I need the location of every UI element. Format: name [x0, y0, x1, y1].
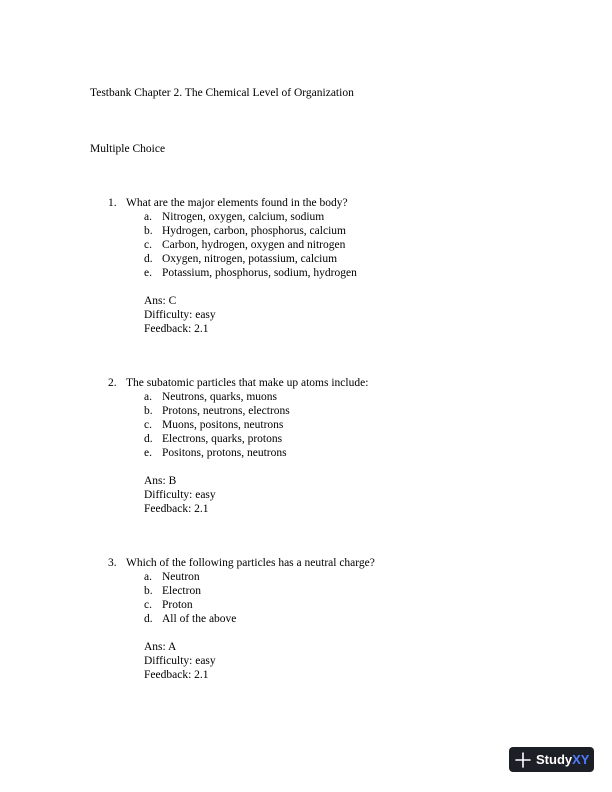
option-letter: e. — [144, 267, 152, 279]
answer-block — [144, 474, 216, 516]
plus-sparkle-icon — [514, 751, 532, 769]
question-text: Which of the following particles has a neutral charge? — [126, 557, 375, 569]
option-item — [144, 570, 236, 584]
option-list — [144, 390, 290, 460]
option-item — [144, 432, 290, 446]
option-item — [144, 224, 357, 238]
feedback-label: Feedback: 2.1 — [144, 323, 209, 335]
option-item — [144, 238, 357, 252]
difficulty-label: Difficulty: easy — [144, 655, 216, 667]
question-number: 2. — [108, 377, 117, 389]
option-item — [144, 266, 357, 280]
option-list — [144, 210, 357, 280]
option-text: Electrons, quarks, protons — [162, 433, 283, 445]
question-text: The subatomic particles that make up atoms include: — [126, 377, 369, 389]
question-stem — [108, 376, 368, 390]
section-heading: Multiple Choice — [90, 143, 166, 155]
option-letter: d. — [144, 613, 153, 625]
difficulty-label: Difficulty: easy — [144, 489, 216, 501]
brand-name-accent: XY — [572, 752, 590, 767]
option-letter: d. — [144, 433, 153, 445]
option-item — [144, 418, 290, 432]
option-text: All of the above — [162, 613, 237, 625]
brand-name-main: Study — [536, 752, 573, 767]
option-letter: b. — [144, 405, 153, 417]
answer-block — [144, 294, 216, 336]
option-text: Hydrogen, carbon, phosphorus, calcium — [162, 225, 346, 237]
option-letter: c. — [144, 239, 152, 251]
option-text: Neutron — [162, 571, 200, 583]
option-letter: c. — [144, 419, 152, 431]
option-letter: b. — [144, 225, 153, 237]
option-text: Positons, protons, neutrons — [162, 447, 287, 459]
option-letter: c. — [144, 599, 152, 611]
option-text: Carbon, hydrogen, oxygen and nitrogen — [162, 239, 346, 251]
option-item — [144, 446, 290, 460]
brand-name — [536, 752, 589, 767]
answer-key: Ans: A — [144, 641, 177, 653]
option-text: Nitrogen, oxygen, calcium, sodium — [162, 211, 325, 223]
question-stem — [108, 556, 375, 570]
option-text: Oxygen, nitrogen, potassium, calcium — [162, 253, 338, 265]
option-text: Muons, positons, neutrons — [162, 419, 284, 431]
option-text: Potassium, phosphorus, sodium, hydrogen — [162, 267, 357, 279]
option-letter: e. — [144, 447, 152, 459]
feedback-label: Feedback: 2.1 — [144, 669, 209, 681]
feedback-label: Feedback: 2.1 — [144, 503, 209, 515]
option-item — [144, 210, 357, 224]
option-letter: a. — [144, 571, 152, 583]
option-letter: b. — [144, 585, 153, 597]
option-letter: a. — [144, 211, 152, 223]
option-item — [144, 598, 236, 612]
difficulty-label: Difficulty: easy — [144, 309, 216, 321]
question-text: What are the major elements found in the body? — [126, 197, 348, 209]
question-stem — [108, 196, 348, 210]
question-number: 3. — [108, 557, 117, 569]
option-item — [144, 584, 236, 598]
option-list — [144, 570, 236, 626]
option-item — [144, 390, 290, 404]
option-item — [144, 404, 290, 418]
option-text: Neutrons, quarks, muons — [162, 391, 277, 403]
option-letter: a. — [144, 391, 152, 403]
question-number: 1. — [108, 197, 117, 209]
answer-block — [144, 640, 216, 682]
answer-key: Ans: C — [144, 295, 177, 307]
answer-key: Ans: B — [144, 475, 177, 487]
option-letter: d. — [144, 253, 153, 265]
option-text: Proton — [162, 599, 193, 611]
option-item — [144, 252, 357, 266]
document-title: Testbank Chapter 2. The Chemical Level of Organization — [90, 87, 354, 99]
option-text: Protons, neutrons, electrons — [162, 405, 290, 417]
studyxy-badge[interactable] — [509, 747, 594, 772]
option-item — [144, 612, 236, 626]
option-text: Electron — [162, 585, 201, 597]
